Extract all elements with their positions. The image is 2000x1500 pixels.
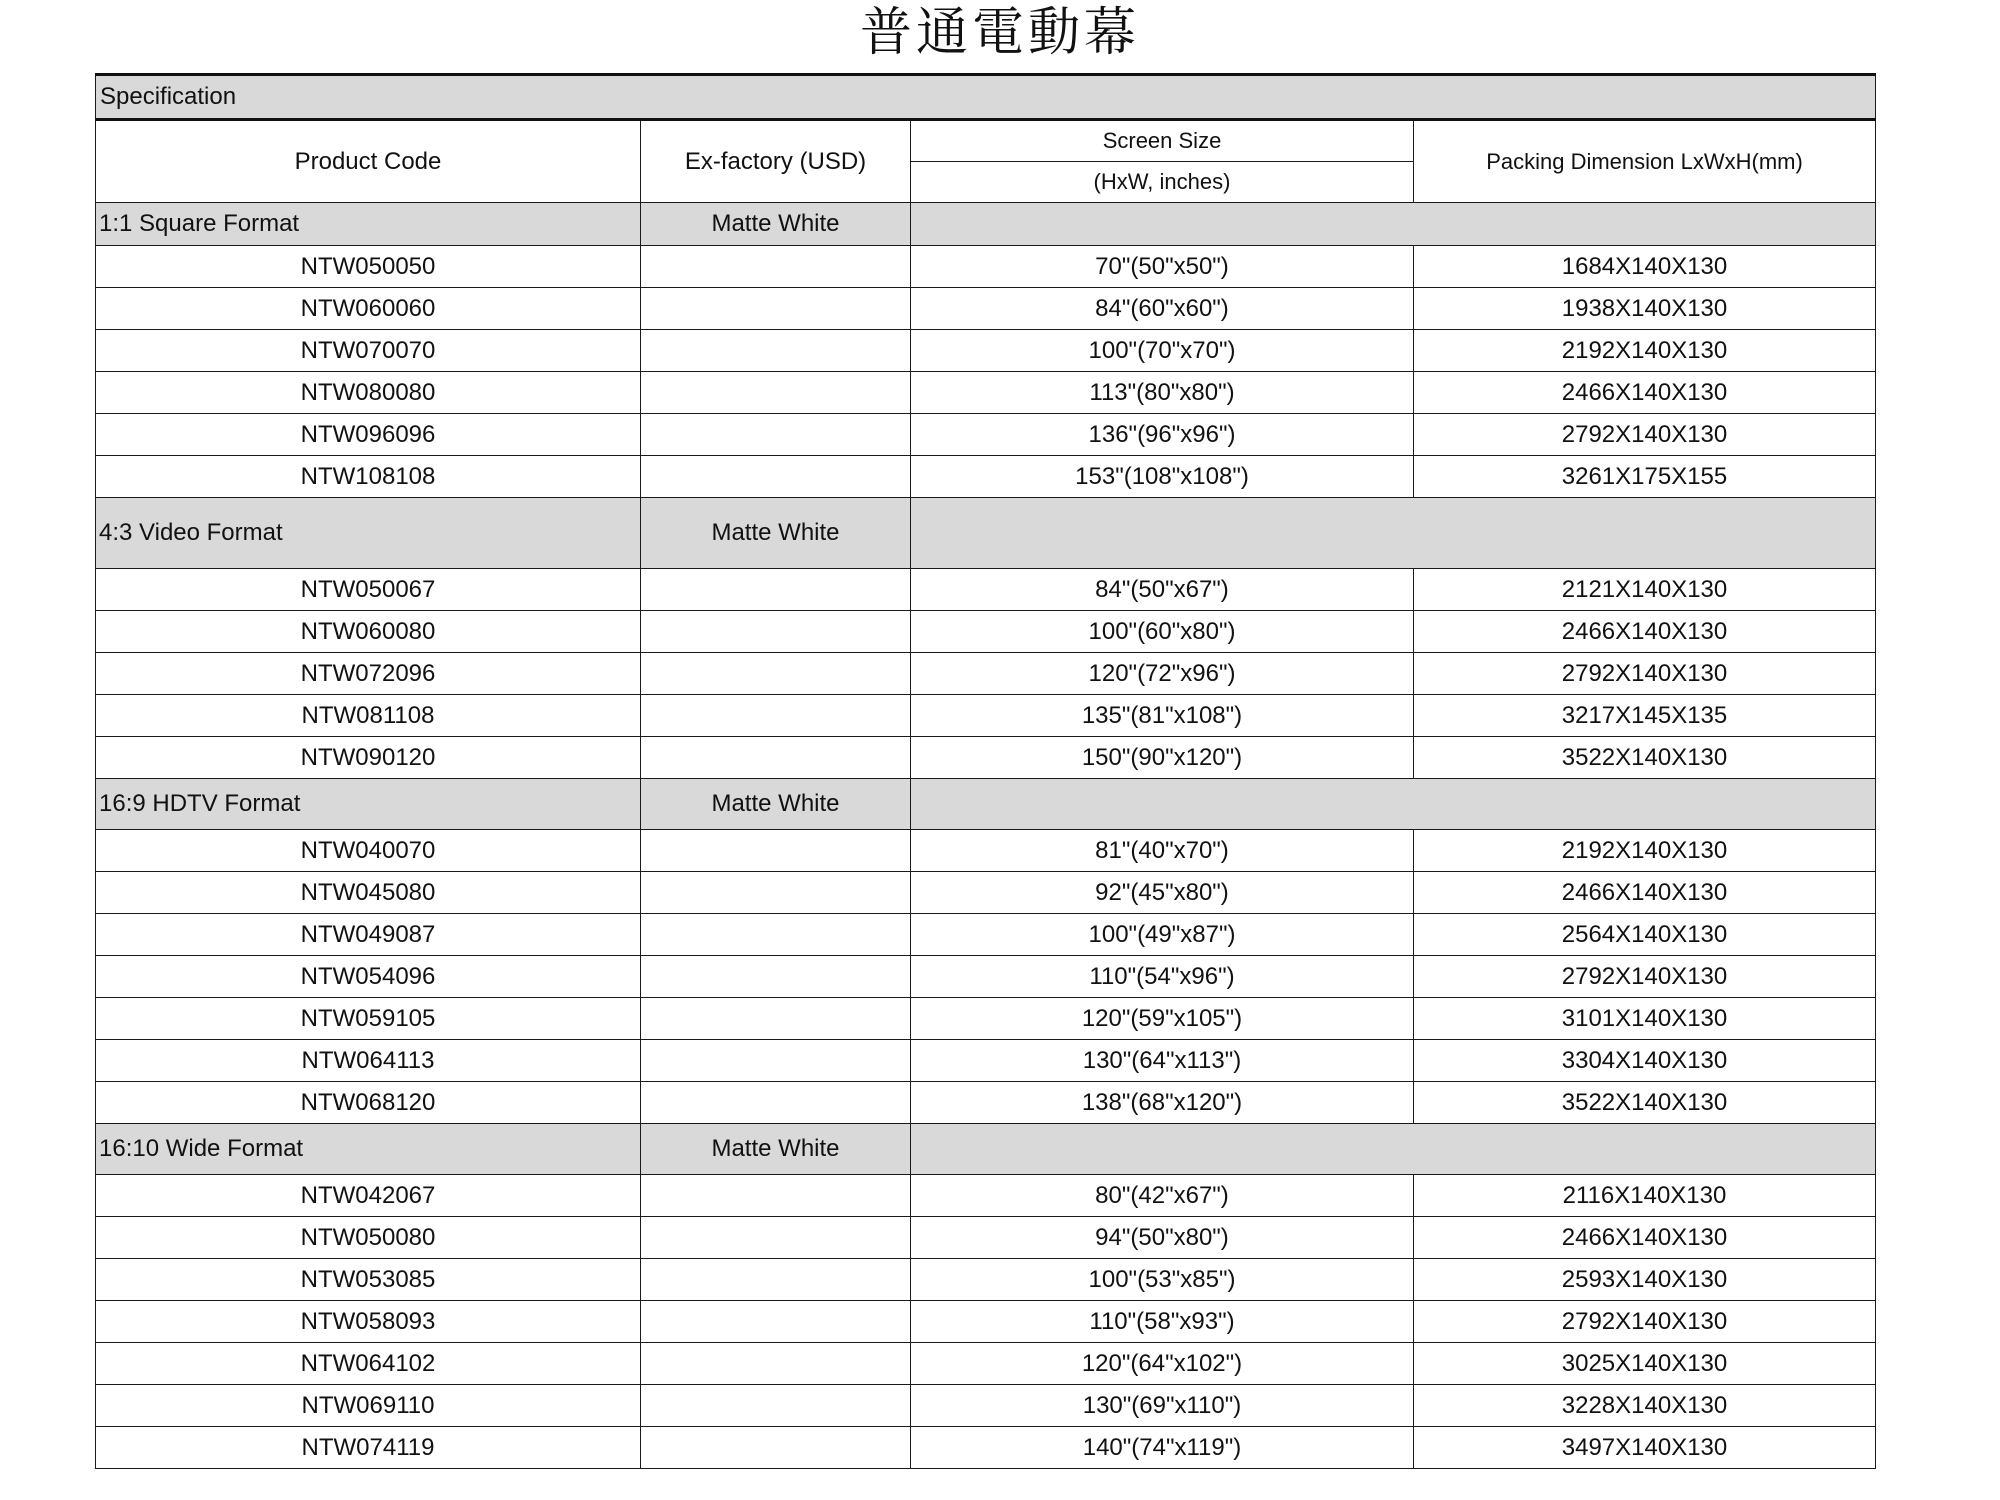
packing-dimension-cell: 3522X140X130 [1414,737,1876,779]
packing-dimension-cell: 3304X140X130 [1414,1040,1876,1082]
screen-size-cell: 84"(60"x60") [911,288,1414,330]
screen-size-cell: 100"(53"x85") [911,1259,1414,1301]
product-code-cell: NTW054096 [96,956,641,998]
product-code-cell: NTW045080 [96,872,641,914]
table-row [96,330,1876,372]
product-code-cell: NTW072096 [96,653,641,695]
packing-dimension-cell: 2192X140X130 [1414,330,1876,372]
table-row [96,456,1876,498]
screen-size-cell: 100"(70"x70") [911,330,1414,372]
table-row [96,1217,1876,1259]
product-code-cell: NTW060060 [96,288,641,330]
ex-factory-cell [641,456,911,498]
screen-size-cell: 130"(64"x113") [911,1040,1414,1082]
header-screen-size: Screen Size [911,120,1414,162]
table-row [96,414,1876,456]
product-code-cell: NTW096096 [96,414,641,456]
screen-size-cell: 135"(81"x108") [911,695,1414,737]
ex-factory-cell [641,1082,911,1124]
screen-size-cell: 120"(64"x102") [911,1343,1414,1385]
ex-factory-cell [641,998,911,1040]
table-row [96,1082,1876,1124]
spec-table [95,73,1876,1469]
product-code-cell: NTW050050 [96,246,641,288]
ex-factory-cell [641,872,911,914]
specification-label: Specification [96,75,1876,120]
packing-dimension-cell: 3025X140X130 [1414,1343,1876,1385]
screen-size-cell: 130"(69"x110") [911,1385,1414,1427]
table-row [96,246,1876,288]
packing-dimension-cell: 2121X140X130 [1414,569,1876,611]
packing-dimension-cell: 2116X140X130 [1414,1175,1876,1217]
spec-table-body [96,75,1876,1469]
product-code-cell: NTW050067 [96,569,641,611]
packing-dimension-cell: 2466X140X130 [1414,1217,1876,1259]
table-row [96,1259,1876,1301]
table-row [96,1175,1876,1217]
product-code-cell: NTW049087 [96,914,641,956]
ex-factory-cell [641,372,911,414]
packing-dimension-cell: 1684X140X130 [1414,246,1876,288]
product-code-cell: NTW058093 [96,1301,641,1343]
screen-size-cell: 100"(60"x80") [911,611,1414,653]
screen-size-cell: 70"(50"x50") [911,246,1414,288]
section-blank [911,203,1876,246]
product-code-cell: NTW074119 [96,1427,641,1469]
packing-dimension-cell: 3261X175X155 [1414,456,1876,498]
table-row [96,1385,1876,1427]
screen-size-cell: 120"(72"x96") [911,653,1414,695]
ex-factory-cell [641,246,911,288]
screen-size-cell: 138"(68"x120") [911,1082,1414,1124]
table-row [96,1343,1876,1385]
ex-factory-cell [641,414,911,456]
section-format-name: 4:3 Video Format [96,498,641,569]
table-row [96,288,1876,330]
header-ex-factory: Ex-factory (USD) [641,120,911,203]
ex-factory-cell [641,330,911,372]
table-row [96,695,1876,737]
table-row [96,1301,1876,1343]
packing-dimension-cell: 2466X140X130 [1414,611,1876,653]
table-row [96,914,1876,956]
ex-factory-cell [641,288,911,330]
screen-size-cell: 94"(50"x80") [911,1217,1414,1259]
packing-dimension-cell: 2792X140X130 [1414,1301,1876,1343]
section-header-row [96,779,1876,830]
table-row [96,830,1876,872]
packing-dimension-cell: 3101X140X130 [1414,998,1876,1040]
screen-size-cell: 110"(58"x93") [911,1301,1414,1343]
specification-row [96,75,1876,120]
header-screen-size-unit: (HxW, inches) [911,162,1414,203]
packing-dimension-cell: 2564X140X130 [1414,914,1876,956]
section-material: Matte White [641,1124,911,1175]
product-code-cell: NTW060080 [96,611,641,653]
section-header-row [96,1124,1876,1175]
ex-factory-cell [641,914,911,956]
packing-dimension-cell: 3497X140X130 [1414,1427,1876,1469]
screen-size-cell: 153"(108"x108") [911,456,1414,498]
screen-size-cell: 80"(42"x67") [911,1175,1414,1217]
table-row [96,1427,1876,1469]
screen-size-cell: 113"(80"x80") [911,372,1414,414]
ex-factory-cell [641,1385,911,1427]
product-code-cell: NTW069110 [96,1385,641,1427]
section-format-name: 16:9 HDTV Format [96,779,641,830]
table-row [96,1040,1876,1082]
section-header-row [96,203,1876,246]
screen-size-cell: 150"(90"x120") [911,737,1414,779]
packing-dimension-cell: 3522X140X130 [1414,1082,1876,1124]
table-row [96,998,1876,1040]
packing-dimension-cell: 2792X140X130 [1414,653,1876,695]
ex-factory-cell [641,1259,911,1301]
section-material: Matte White [641,779,911,830]
ex-factory-cell [641,1040,911,1082]
product-code-cell: NTW108108 [96,456,641,498]
screen-size-cell: 110"(54"x96") [911,956,1414,998]
table-row [96,872,1876,914]
table-row [96,653,1876,695]
packing-dimension-cell: 2593X140X130 [1414,1259,1876,1301]
ex-factory-cell [641,611,911,653]
product-code-cell: NTW064113 [96,1040,641,1082]
table-row [96,372,1876,414]
table-row [96,569,1876,611]
ex-factory-cell [641,737,911,779]
ex-factory-cell [641,1175,911,1217]
header-packing-dimension: Packing Dimension LxWxH(mm) [1414,120,1876,203]
ex-factory-cell [641,1427,911,1469]
packing-dimension-cell: 2792X140X130 [1414,956,1876,998]
section-format-name: 16:10 Wide Format [96,1124,641,1175]
section-format-name: 1:1 Square Format [96,203,641,246]
product-code-cell: NTW081108 [96,695,641,737]
section-header-row [96,498,1876,569]
product-code-cell: NTW053085 [96,1259,641,1301]
product-code-cell: NTW040070 [96,830,641,872]
packing-dimension-cell: 2466X140X130 [1414,872,1876,914]
product-code-cell: NTW050080 [96,1217,641,1259]
product-code-cell: NTW042067 [96,1175,641,1217]
screen-size-cell: 120"(59"x105") [911,998,1414,1040]
packing-dimension-cell: 2792X140X130 [1414,414,1876,456]
header-row-top [96,120,1876,162]
screen-size-cell: 140"(74"x119") [911,1427,1414,1469]
section-blank [911,779,1876,830]
table-row [96,956,1876,998]
page-title: 普通電動幕 [859,3,1140,63]
packing-dimension-cell: 3228X140X130 [1414,1385,1876,1427]
packing-dimension-cell: 3217X145X135 [1414,695,1876,737]
product-code-cell: NTW090120 [96,737,641,779]
table-row [96,611,1876,653]
table-row [96,737,1876,779]
ex-factory-cell [641,569,911,611]
section-blank [911,1124,1876,1175]
ex-factory-cell [641,1343,911,1385]
ex-factory-cell [641,1217,911,1259]
screen-size-cell: 136"(96"x96") [911,414,1414,456]
packing-dimension-cell: 1938X140X130 [1414,288,1876,330]
ex-factory-cell [641,1301,911,1343]
screen-size-cell: 100"(49"x87") [911,914,1414,956]
section-material: Matte White [641,498,911,569]
screen-size-cell: 92"(45"x80") [911,872,1414,914]
ex-factory-cell [641,695,911,737]
product-code-cell: NTW070070 [96,330,641,372]
packing-dimension-cell: 2192X140X130 [1414,830,1876,872]
ex-factory-cell [641,830,911,872]
packing-dimension-cell: 2466X140X130 [1414,372,1876,414]
screen-size-cell: 84"(50"x67") [911,569,1414,611]
product-code-cell: NTW059105 [96,998,641,1040]
product-code-cell: NTW080080 [96,372,641,414]
ex-factory-cell [641,956,911,998]
section-material: Matte White [641,203,911,246]
product-code-cell: NTW064102 [96,1343,641,1385]
screen-size-cell: 81"(40"x70") [911,830,1414,872]
ex-factory-cell [641,653,911,695]
product-code-cell: NTW068120 [96,1082,641,1124]
header-product-code: Product Code [96,120,641,203]
section-blank [911,498,1876,569]
